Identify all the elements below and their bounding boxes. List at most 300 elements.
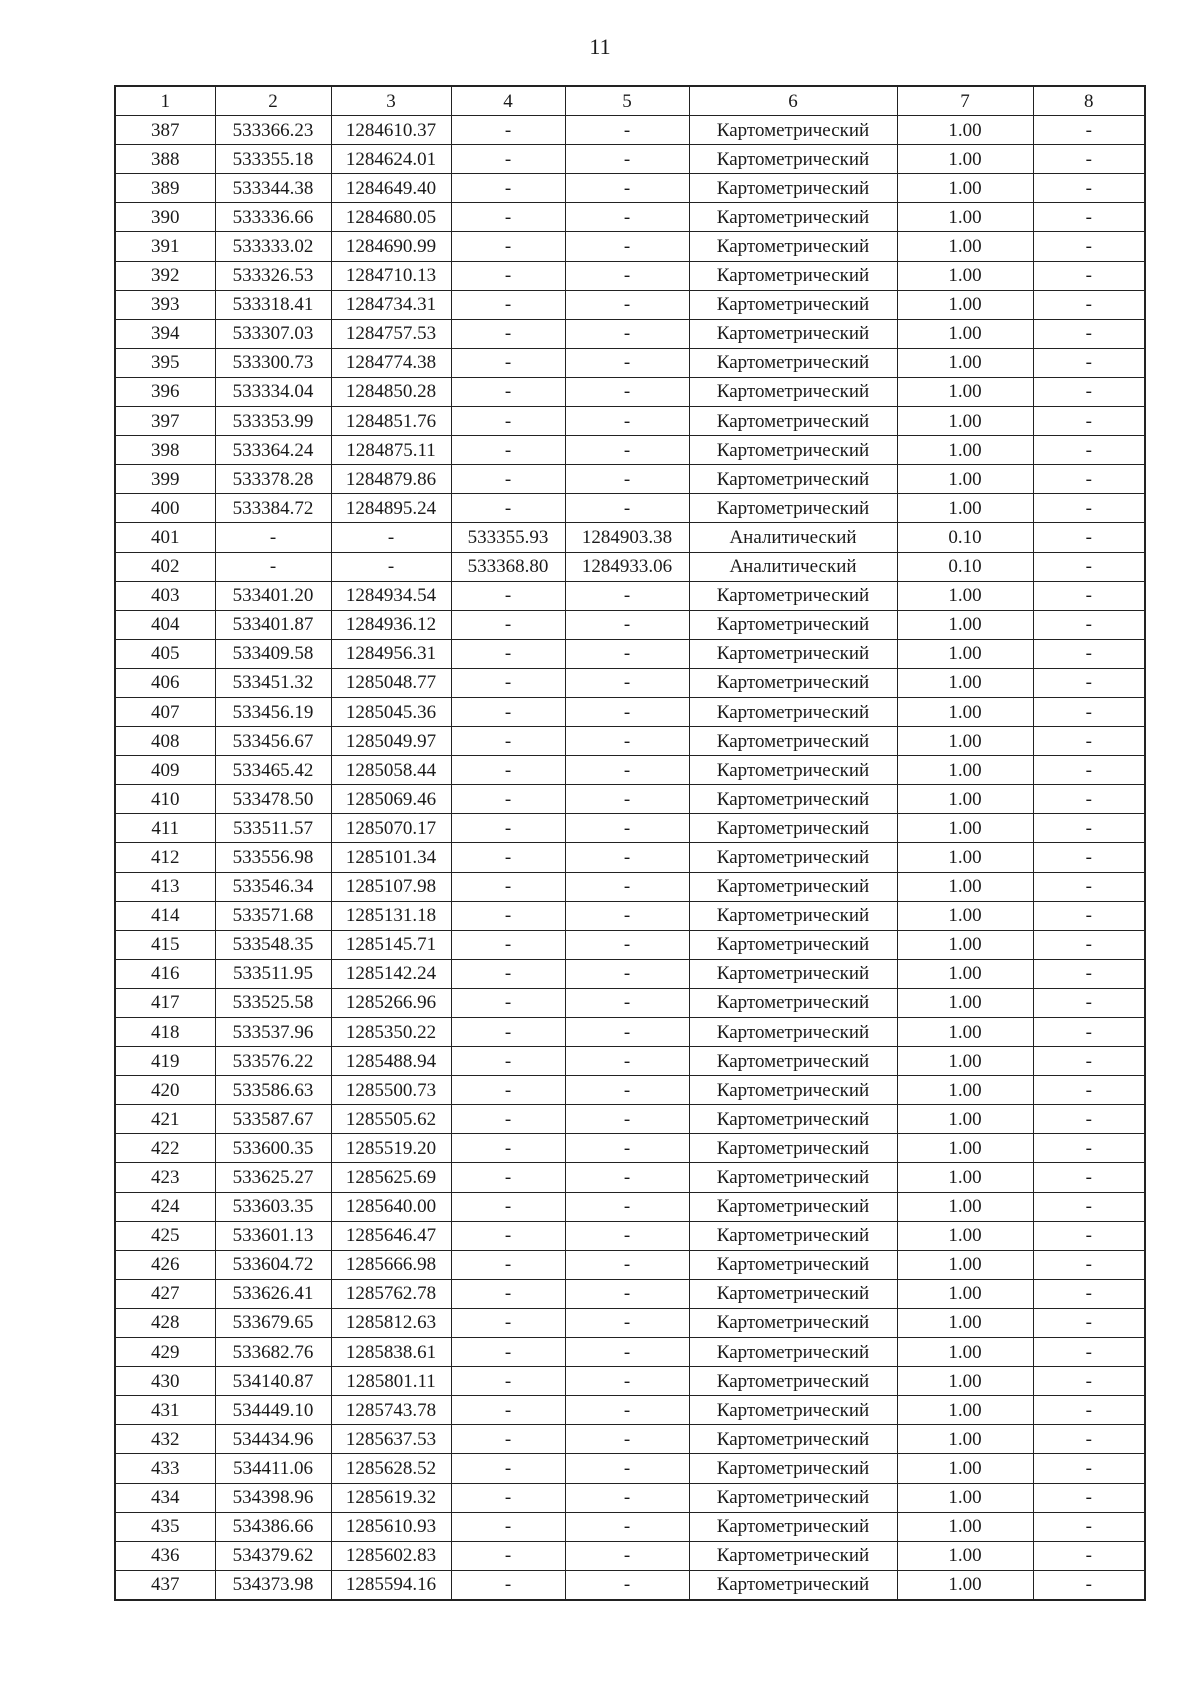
table-cell: 1285628.52 bbox=[331, 1454, 451, 1483]
table-cell: Картометрический bbox=[689, 785, 897, 814]
table-cell: 421 bbox=[115, 1105, 215, 1134]
table-cell: 423 bbox=[115, 1163, 215, 1192]
table-cell: 411 bbox=[115, 814, 215, 843]
table-row bbox=[115, 1250, 1145, 1279]
table-row bbox=[115, 610, 1145, 639]
table-cell: 1.00 bbox=[897, 203, 1033, 232]
table-cell: - bbox=[1033, 639, 1145, 668]
table-cell: 533626.41 bbox=[215, 1279, 331, 1308]
table-cell: Картометрический bbox=[689, 668, 897, 697]
table-cell: 534140.87 bbox=[215, 1367, 331, 1396]
table-cell: 1.00 bbox=[897, 1454, 1033, 1483]
table-cell: Аналитический bbox=[689, 523, 897, 552]
table-cell: 1.00 bbox=[897, 1570, 1033, 1600]
table-row bbox=[115, 872, 1145, 901]
table-cell: - bbox=[1033, 1570, 1145, 1600]
coordinates-table bbox=[114, 85, 1146, 1601]
table-cell: - bbox=[1033, 1367, 1145, 1396]
table-cell: - bbox=[565, 1338, 689, 1367]
table-cell: - bbox=[451, 1425, 565, 1454]
table-cell: 1.00 bbox=[897, 174, 1033, 203]
table-cell: 1.00 bbox=[897, 1541, 1033, 1570]
column-header: 2 bbox=[215, 86, 331, 116]
table-cell: Картометрический bbox=[689, 1105, 897, 1134]
table-cell: 404 bbox=[115, 610, 215, 639]
table-cell: 397 bbox=[115, 407, 215, 436]
table-cell: Картометрический bbox=[689, 1163, 897, 1192]
table-cell: 1.00 bbox=[897, 814, 1033, 843]
table-row bbox=[115, 639, 1145, 668]
table-cell: 533465.42 bbox=[215, 756, 331, 785]
table-row bbox=[115, 203, 1145, 232]
table-cell: - bbox=[451, 1512, 565, 1541]
column-header: 8 bbox=[1033, 86, 1145, 116]
table-cell: - bbox=[565, 1192, 689, 1221]
table-cell: - bbox=[1033, 232, 1145, 261]
table-cell: - bbox=[1033, 727, 1145, 756]
table-cell: 1.00 bbox=[897, 1221, 1033, 1250]
table-row bbox=[115, 727, 1145, 756]
table-cell: 533556.98 bbox=[215, 843, 331, 872]
table-cell: 533364.24 bbox=[215, 436, 331, 465]
column-header: 6 bbox=[689, 86, 897, 116]
table-cell: - bbox=[451, 1454, 565, 1483]
table-cell: 425 bbox=[115, 1221, 215, 1250]
table-cell: 1285069.46 bbox=[331, 785, 451, 814]
table-cell: - bbox=[565, 1250, 689, 1279]
column-header: 1 bbox=[115, 86, 215, 116]
table-cell: Картометрический bbox=[689, 436, 897, 465]
table-row bbox=[115, 1483, 1145, 1512]
table-cell: 1.00 bbox=[897, 1279, 1033, 1308]
column-header: 4 bbox=[451, 86, 565, 116]
table-cell: 1285619.32 bbox=[331, 1483, 451, 1512]
table-cell: 534386.66 bbox=[215, 1512, 331, 1541]
table-cell: 408 bbox=[115, 727, 215, 756]
table-cell: - bbox=[1033, 988, 1145, 1017]
table-cell: 1.00 bbox=[897, 436, 1033, 465]
table-cell: - bbox=[451, 1308, 565, 1337]
table-cell: - bbox=[451, 261, 565, 290]
table-cell: 1284649.40 bbox=[331, 174, 451, 203]
table-row bbox=[115, 494, 1145, 523]
table-cell: 403 bbox=[115, 581, 215, 610]
table-cell: - bbox=[1033, 290, 1145, 319]
table-row bbox=[115, 1163, 1145, 1192]
table-cell: - bbox=[565, 1541, 689, 1570]
table-cell: - bbox=[1033, 1018, 1145, 1047]
column-header: 7 bbox=[897, 86, 1033, 116]
table-cell: 1.00 bbox=[897, 261, 1033, 290]
table-cell: - bbox=[1033, 610, 1145, 639]
table-cell: - bbox=[1033, 1134, 1145, 1163]
table-cell: - bbox=[1033, 116, 1145, 145]
table-cell: Картометрический bbox=[689, 290, 897, 319]
table-cell: 534411.06 bbox=[215, 1454, 331, 1483]
table-cell: 429 bbox=[115, 1338, 215, 1367]
table-cell: 1.00 bbox=[897, 727, 1033, 756]
table-cell: 394 bbox=[115, 319, 215, 348]
table-cell: - bbox=[1033, 959, 1145, 988]
table-cell: 533401.20 bbox=[215, 581, 331, 610]
table-cell: 533576.22 bbox=[215, 1047, 331, 1076]
table-cell: - bbox=[215, 523, 331, 552]
table-cell: - bbox=[451, 1541, 565, 1570]
table-cell: Картометрический bbox=[689, 1308, 897, 1337]
table-cell: 395 bbox=[115, 348, 215, 377]
table-cell: 1284956.31 bbox=[331, 639, 451, 668]
table-cell: Картометрический bbox=[689, 1396, 897, 1425]
table-cell: 533600.35 bbox=[215, 1134, 331, 1163]
table-cell: 413 bbox=[115, 872, 215, 901]
table-cell: 409 bbox=[115, 756, 215, 785]
table-cell: - bbox=[451, 1163, 565, 1192]
table-cell: - bbox=[565, 407, 689, 436]
table-cell: 1285640.00 bbox=[331, 1192, 451, 1221]
table-cell: - bbox=[451, 756, 565, 785]
table-cell: - bbox=[565, 116, 689, 145]
table-cell: - bbox=[565, 1512, 689, 1541]
table-cell: 1285070.17 bbox=[331, 814, 451, 843]
table-cell: - bbox=[565, 1454, 689, 1483]
table-cell: - bbox=[1033, 756, 1145, 785]
table-cell: 426 bbox=[115, 1250, 215, 1279]
table-cell: - bbox=[565, 290, 689, 319]
table-cell: - bbox=[565, 1221, 689, 1250]
table-cell: - bbox=[1033, 814, 1145, 843]
table-cell: - bbox=[451, 1338, 565, 1367]
table-cell: 533355.18 bbox=[215, 145, 331, 174]
table-cell: - bbox=[1033, 1250, 1145, 1279]
table-cell: - bbox=[1033, 523, 1145, 552]
table-cell: Картометрический bbox=[689, 1512, 897, 1541]
table-cell: 533378.28 bbox=[215, 465, 331, 494]
table-row bbox=[115, 348, 1145, 377]
table-cell: - bbox=[1033, 1425, 1145, 1454]
table-cell: Картометрический bbox=[689, 1047, 897, 1076]
table-cell: - bbox=[565, 872, 689, 901]
table-cell: Картометрический bbox=[689, 1076, 897, 1105]
table-cell: 428 bbox=[115, 1308, 215, 1337]
table-cell: 1285266.96 bbox=[331, 988, 451, 1017]
table-cell: - bbox=[1033, 407, 1145, 436]
table-row bbox=[115, 290, 1145, 319]
table-cell: 399 bbox=[115, 465, 215, 494]
table-cell: - bbox=[1033, 901, 1145, 930]
table-row bbox=[115, 465, 1145, 494]
table-cell: 1284624.01 bbox=[331, 145, 451, 174]
table-cell: 533587.67 bbox=[215, 1105, 331, 1134]
table-row bbox=[115, 145, 1145, 174]
table-row bbox=[115, 843, 1145, 872]
table-cell: - bbox=[565, 1425, 689, 1454]
table-cell: 533478.50 bbox=[215, 785, 331, 814]
table-cell: - bbox=[451, 319, 565, 348]
table-cell: 1.00 bbox=[897, 1134, 1033, 1163]
table-cell: 533546.34 bbox=[215, 872, 331, 901]
table-cell: 0.10 bbox=[897, 523, 1033, 552]
table-cell: - bbox=[1033, 348, 1145, 377]
table-row bbox=[115, 814, 1145, 843]
table-cell: Картометрический bbox=[689, 116, 897, 145]
table-cell: 416 bbox=[115, 959, 215, 988]
table-cell: - bbox=[565, 610, 689, 639]
table-row bbox=[115, 1541, 1145, 1570]
table-row bbox=[115, 232, 1145, 261]
table-cell: 1.00 bbox=[897, 930, 1033, 959]
table-cell: 410 bbox=[115, 785, 215, 814]
table-cell: 533625.27 bbox=[215, 1163, 331, 1192]
table-cell: - bbox=[1033, 377, 1145, 406]
table-cell: - bbox=[331, 552, 451, 581]
table-cell: 387 bbox=[115, 116, 215, 145]
table-cell: - bbox=[565, 1134, 689, 1163]
table-cell: 1.00 bbox=[897, 581, 1033, 610]
table-cell: - bbox=[1033, 697, 1145, 726]
table-cell: - bbox=[1033, 436, 1145, 465]
table-cell: 533571.68 bbox=[215, 901, 331, 930]
table-cell: 1.00 bbox=[897, 1018, 1033, 1047]
table-cell: Картометрический bbox=[689, 727, 897, 756]
table-cell: 427 bbox=[115, 1279, 215, 1308]
table-cell: - bbox=[565, 1047, 689, 1076]
table-row bbox=[115, 1338, 1145, 1367]
table-cell: - bbox=[215, 552, 331, 581]
table-cell: - bbox=[451, 727, 565, 756]
table-cell: - bbox=[451, 843, 565, 872]
table-row bbox=[115, 1454, 1145, 1483]
table-row bbox=[115, 1018, 1145, 1047]
table-cell: 1284895.24 bbox=[331, 494, 451, 523]
table-cell: 1285666.98 bbox=[331, 1250, 451, 1279]
table-cell: - bbox=[451, 1047, 565, 1076]
table-cell: - bbox=[1033, 1192, 1145, 1221]
table-cell: 534379.62 bbox=[215, 1541, 331, 1570]
table-cell: 388 bbox=[115, 145, 215, 174]
table-cell: 533603.35 bbox=[215, 1192, 331, 1221]
table-cell: - bbox=[565, 377, 689, 406]
table-cell: 1285625.69 bbox=[331, 1163, 451, 1192]
table-cell: 1284757.53 bbox=[331, 319, 451, 348]
table-cell: 1285048.77 bbox=[331, 668, 451, 697]
table-cell: 1285646.47 bbox=[331, 1221, 451, 1250]
table-cell: Картометрический bbox=[689, 581, 897, 610]
table-cell: - bbox=[1033, 843, 1145, 872]
table-cell: Картометрический bbox=[689, 1570, 897, 1600]
table-cell: - bbox=[565, 1018, 689, 1047]
column-header: 5 bbox=[565, 86, 689, 116]
table-cell: 1285519.20 bbox=[331, 1134, 451, 1163]
table-cell: - bbox=[451, 959, 565, 988]
table-row bbox=[115, 668, 1145, 697]
table-row bbox=[115, 756, 1145, 785]
table-cell: Картометрический bbox=[689, 756, 897, 785]
table-cell: - bbox=[565, 814, 689, 843]
page-number: 11 bbox=[589, 34, 611, 59]
table-cell: 533300.73 bbox=[215, 348, 331, 377]
table-cell: - bbox=[451, 232, 565, 261]
table-cell: - bbox=[451, 988, 565, 1017]
table-cell: 430 bbox=[115, 1367, 215, 1396]
table-cell: 533326.53 bbox=[215, 261, 331, 290]
table-cell: 533368.80 bbox=[451, 552, 565, 581]
table-cell: 1285101.34 bbox=[331, 843, 451, 872]
table-cell: 1.00 bbox=[897, 1047, 1033, 1076]
table-cell: 1285350.22 bbox=[331, 1018, 451, 1047]
table-cell: 1.00 bbox=[897, 1483, 1033, 1512]
table-cell: 1.00 bbox=[897, 756, 1033, 785]
table-cell: - bbox=[1033, 668, 1145, 697]
table-row bbox=[115, 1367, 1145, 1396]
table-row bbox=[115, 1570, 1145, 1600]
table-cell: Картометрический bbox=[689, 232, 897, 261]
table-cell: - bbox=[451, 377, 565, 406]
table-cell: 435 bbox=[115, 1512, 215, 1541]
table-cell: 1285049.97 bbox=[331, 727, 451, 756]
table-cell: 1.00 bbox=[897, 639, 1033, 668]
table-cell: 1284690.99 bbox=[331, 232, 451, 261]
table-cell: 533353.99 bbox=[215, 407, 331, 436]
table-cell: 1285743.78 bbox=[331, 1396, 451, 1425]
table-cell: 1285602.83 bbox=[331, 1541, 451, 1570]
table-cell: 533548.35 bbox=[215, 930, 331, 959]
table-cell: 1285812.63 bbox=[331, 1308, 451, 1337]
table-cell: 533384.72 bbox=[215, 494, 331, 523]
table-cell: - bbox=[1033, 319, 1145, 348]
table-cell: - bbox=[451, 639, 565, 668]
table-cell: - bbox=[565, 1163, 689, 1192]
table-cell: - bbox=[1033, 203, 1145, 232]
table-cell: 433 bbox=[115, 1454, 215, 1483]
table-cell: 0.10 bbox=[897, 552, 1033, 581]
table-cell: 418 bbox=[115, 1018, 215, 1047]
table-cell: Картометрический bbox=[689, 610, 897, 639]
table-cell: - bbox=[451, 174, 565, 203]
table-cell: Картометрический bbox=[689, 1483, 897, 1512]
table-cell: - bbox=[1033, 1163, 1145, 1192]
table-cell: 1.00 bbox=[897, 668, 1033, 697]
table-row bbox=[115, 523, 1145, 552]
table-cell: 1.00 bbox=[897, 785, 1033, 814]
table-cell: - bbox=[565, 232, 689, 261]
table-cell: - bbox=[451, 348, 565, 377]
table-cell: - bbox=[565, 348, 689, 377]
table-row bbox=[115, 116, 1145, 145]
table-cell: - bbox=[451, 872, 565, 901]
table-cell: - bbox=[1033, 1047, 1145, 1076]
table-cell: - bbox=[565, 1396, 689, 1425]
table-cell: - bbox=[451, 1076, 565, 1105]
table-cell: - bbox=[565, 988, 689, 1017]
table-cell: - bbox=[565, 843, 689, 872]
table-cell: - bbox=[451, 1134, 565, 1163]
table-cell: - bbox=[1033, 1512, 1145, 1541]
table-cell: 1.00 bbox=[897, 1192, 1033, 1221]
table-row bbox=[115, 1076, 1145, 1105]
table-cell: 1.00 bbox=[897, 872, 1033, 901]
table-cell: - bbox=[565, 436, 689, 465]
table-cell: 1285500.73 bbox=[331, 1076, 451, 1105]
table-row bbox=[115, 407, 1145, 436]
column-header: 3 bbox=[331, 86, 451, 116]
table-cell: - bbox=[451, 668, 565, 697]
table-cell: 534373.98 bbox=[215, 1570, 331, 1600]
table-cell: 533682.76 bbox=[215, 1338, 331, 1367]
table-cell: Картометрический bbox=[689, 261, 897, 290]
table-cell: - bbox=[451, 581, 565, 610]
table-cell: 398 bbox=[115, 436, 215, 465]
table-cell: 534449.10 bbox=[215, 1396, 331, 1425]
table-cell: - bbox=[451, 785, 565, 814]
table-row bbox=[115, 930, 1145, 959]
table-cell: Картометрический bbox=[689, 1541, 897, 1570]
table-cell: - bbox=[451, 1192, 565, 1221]
table-cell: Картометрический bbox=[689, 348, 897, 377]
table-row bbox=[115, 901, 1145, 930]
table-cell: 1.00 bbox=[897, 1338, 1033, 1367]
table-cell: 1285594.16 bbox=[331, 1570, 451, 1600]
table-cell: - bbox=[565, 494, 689, 523]
table-cell: - bbox=[451, 145, 565, 174]
table-row bbox=[115, 1308, 1145, 1337]
table-cell: 1285838.61 bbox=[331, 1338, 451, 1367]
table-cell: - bbox=[451, 1221, 565, 1250]
table-cell: - bbox=[451, 116, 565, 145]
table-cell: 1284774.38 bbox=[331, 348, 451, 377]
table-cell: 1284934.54 bbox=[331, 581, 451, 610]
table-cell: Картометрический bbox=[689, 930, 897, 959]
table-cell: 1.00 bbox=[897, 959, 1033, 988]
table-cell: Картометрический bbox=[689, 697, 897, 726]
table-row bbox=[115, 697, 1145, 726]
table-row bbox=[115, 988, 1145, 1017]
table-cell: 400 bbox=[115, 494, 215, 523]
table-cell: - bbox=[451, 203, 565, 232]
table-cell: - bbox=[451, 1483, 565, 1512]
table-cell: Картометрический bbox=[689, 1018, 897, 1047]
table-cell: 389 bbox=[115, 174, 215, 203]
table-cell: 1284850.28 bbox=[331, 377, 451, 406]
table-cell: 1285610.93 bbox=[331, 1512, 451, 1541]
table-cell: 1.00 bbox=[897, 1396, 1033, 1425]
table-cell: 1285142.24 bbox=[331, 959, 451, 988]
table-cell: Картометрический bbox=[689, 1192, 897, 1221]
table-cell: - bbox=[1033, 465, 1145, 494]
table-row bbox=[115, 1221, 1145, 1250]
table-cell: - bbox=[1033, 872, 1145, 901]
table-cell: - bbox=[451, 610, 565, 639]
table-cell: 1.00 bbox=[897, 377, 1033, 406]
table-cell: 533601.13 bbox=[215, 1221, 331, 1250]
table-cell: 437 bbox=[115, 1570, 215, 1600]
table-cell: - bbox=[451, 494, 565, 523]
table-row bbox=[115, 1134, 1145, 1163]
table-row bbox=[115, 581, 1145, 610]
table-cell: - bbox=[451, 901, 565, 930]
table-cell: - bbox=[565, 1308, 689, 1337]
table-row bbox=[115, 1425, 1145, 1454]
table-cell: Картометрический bbox=[689, 1338, 897, 1367]
table-cell: 533525.58 bbox=[215, 988, 331, 1017]
table-cell: - bbox=[565, 319, 689, 348]
table-cell: 424 bbox=[115, 1192, 215, 1221]
table-cell: - bbox=[1033, 930, 1145, 959]
table-cell: 533451.32 bbox=[215, 668, 331, 697]
table-cell: - bbox=[1033, 1279, 1145, 1308]
table-cell: 534398.96 bbox=[215, 1483, 331, 1512]
table-row bbox=[115, 1279, 1145, 1308]
table-row bbox=[115, 377, 1145, 406]
